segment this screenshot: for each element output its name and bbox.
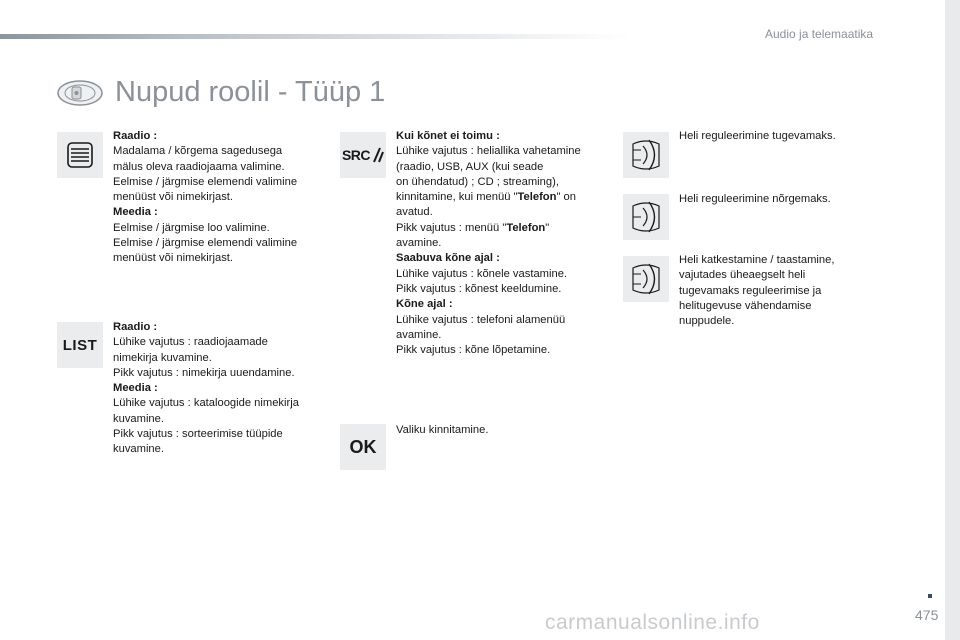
text-line: mälus oleva raadiojaama valimine. [113,160,285,173]
list-button [57,322,103,368]
header-rule [0,34,630,39]
text-line: nimekirja kuvamine. [113,351,212,364]
text-line: on ühendatud) ; CD ; streaming), [396,175,559,188]
heading-media: Meedia : [113,206,158,219]
text-line [396,221,616,236]
mute-button [623,256,669,302]
text-line: Heli reguleerimine nõrgemaks. [679,193,831,205]
volume-up-icon [629,136,663,174]
text-line: (raadio, USB, AUX (kui seade [396,160,544,173]
text-part-bold: Telefon [506,221,546,234]
text-line: Lühike vajutus : heliallika vahetamine [396,145,581,158]
text-part-bold: Telefon [517,191,557,204]
text-line: tugevamaks reguleerimise ja [679,284,822,297]
volume-down-description [679,192,899,207]
text-line: kuvamine. [113,412,164,425]
volume-up-description [679,129,899,144]
heading-radio: Raadio : [113,130,158,142]
ok-button [340,424,386,470]
text-part: " on [556,191,576,204]
text-line: Lühike vajutus : telefoni alamenüü [396,313,566,326]
scroll-wheel-icon [65,140,95,170]
mute-description [679,253,899,329]
ok-button-label: OK [349,436,377,457]
text-line: Eelmise / järgmise elemendi valimine [113,175,298,188]
text-line: Pikk vajutus : kõnest keeldumine. [396,282,562,295]
text-part: Pikk vajutus : menüü " [396,221,507,234]
text-line: menüüst või nimekirjast. [113,252,233,265]
section-header: Audio ja telemaatika [765,27,874,41]
heading-incoming-call: Saabuva kõne ajal : [396,252,500,265]
heading-no-call: Kui kõnet ei toimu : [396,130,500,142]
src-button-label: SRC [341,147,371,163]
heading-media: Meedia : [113,382,158,395]
text-line: Lühike vajutus : kõnele vastamine. [396,267,568,280]
page-marker [928,594,932,598]
text-line: avamine. [396,237,442,250]
page-edge-strip [945,0,960,640]
text-line: Madalama / kõrgema sagedusega [113,145,283,158]
text-part: " [545,221,550,234]
text-line: Eelmise / järgmise loo valimine. [113,221,270,234]
page-number: 475 [915,607,939,623]
steering-wheel-icon [56,78,104,108]
text-line: menüüst või nimekirjast. [113,191,233,204]
ok-description [396,423,616,438]
phone-handset-icon [372,147,384,163]
text-line: Heli katkestamine / taastamine, [679,254,835,266]
volume-down-icon [629,198,663,236]
text-line: vajutades üheaegselt heli [679,269,806,282]
text-line: Pikk vajutus : nimekirja uuendamine. [113,366,295,379]
watermark: carmanualsonline.info [545,611,760,634]
volume-up-button [623,132,669,178]
page-title: Nupud roolil - Tüüp 1 [115,76,386,108]
text-line: Pikk vajutus : sorteerimise tüüpide [113,428,283,441]
mute-icon [629,260,663,298]
text-line: Pikk vajutus : kõne lõpetamine. [396,344,551,357]
text-line: avamine. [396,328,442,341]
text-line: Heli reguleerimine tugevamaks. [679,130,836,142]
src-description [396,129,616,358]
text-line: Eelmise / järgmise elemendi valimine [113,237,298,250]
list-button-label: LIST [62,336,98,354]
text-line [396,190,616,205]
scroll-wheel-description [113,129,328,267]
text-line: Lühike vajutus : kataloogide nimekirja [113,397,299,410]
heading-radio: Raadio : [113,321,158,333]
text-line: Lühike vajutus : raadiojaamade [113,336,268,349]
text-line: Valiku kinnitamine. [396,424,489,436]
text-line: nuppudele. [679,315,735,328]
text-line: avatud. [396,206,433,219]
list-description [113,320,328,458]
text-part: kinnitamine, kui menüü " [396,191,518,204]
src-button [340,132,386,178]
text-line: helitugevuse vähendamise [679,299,812,312]
volume-down-button [623,194,669,240]
heading-during-call: Kõne ajal : [396,298,453,311]
scroll-wheel-button [57,132,103,178]
text-line: kuvamine. [113,443,164,456]
